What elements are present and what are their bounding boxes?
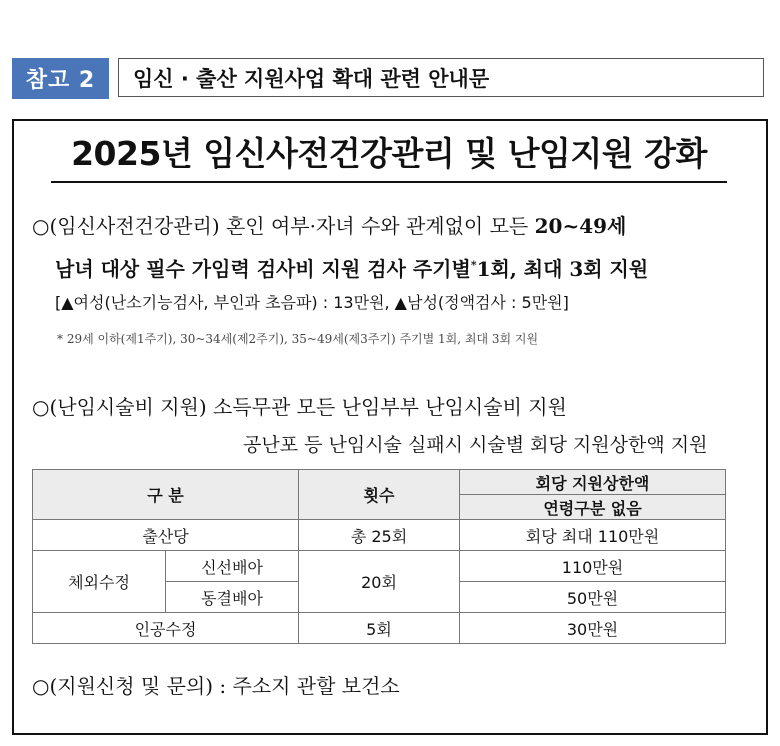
row-limit-iui: 30만원 [460, 613, 726, 644]
section1-line2: 남녀 대상 필수 가임력 검사비 지원 검사 주기별*1회, 최대 3회 지원 [55, 257, 649, 281]
section1-line1: ○(임신사전건강관리) 혼인 여부·자녀 수와 관계없이 모든 20~49세 [32, 214, 627, 238]
table-row [33, 520, 726, 551]
row-count-birth: 총 25회 [299, 520, 460, 551]
row-label-iui: 인공수정 [33, 613, 299, 644]
row-label-birth: 출산당 [33, 520, 299, 551]
row-limit-birth: 회당 최대 110만원 [460, 520, 726, 551]
row-count-ivf: 20회 [299, 551, 460, 613]
row-sublabel-fresh: 신선배아 [166, 551, 299, 582]
table-row [33, 551, 726, 582]
header-count: 횟수 [299, 470, 460, 520]
row-sublabel-frozen: 동결배아 [166, 582, 299, 613]
table-row [33, 613, 726, 644]
header-limit: 회당 지원상한액 [460, 470, 726, 495]
header-limit-sub: 연령구분 없음 [460, 495, 726, 520]
section3-line1: ○(지원신청 및 문의) : 주소지 관할 보건소 [32, 674, 400, 698]
row-limit-frozen: 50만원 [460, 582, 726, 613]
row-count-iui: 5회 [299, 613, 460, 644]
support-table [32, 469, 726, 644]
reference-title: 임신 · 출산 지원사업 확대 관련 안내문 [118, 58, 764, 97]
main-title: 2025년 임신사전건강관리 및 난임지원 강화 [51, 128, 727, 183]
table-header-row [33, 470, 726, 495]
section2-line1: ○(난임시술비 지원) 소득무관 모든 난임부부 난임시술비 지원 [32, 395, 567, 419]
row-label-ivf: 체외수정 [33, 551, 166, 613]
section1-footnote: * 29세 이하(제1주기), 30~34세(제2주기), 35~49세(제3주기) 주기별 1회, 최대 3회 지원 [57, 332, 539, 346]
row-limit-fresh: 110만원 [460, 551, 726, 582]
section1-exam-fees: [▲여성(난소기능검사, 부인과 초음파) : 13만원, ▲남성(정액검사 : 5만원] [55, 293, 569, 312]
section2-line2: 공난포 등 난임시술 실패시 시술별 회당 지원상한액 지원 [243, 434, 708, 456]
header-category: 구 분 [33, 470, 299, 520]
reference-badge: 참고 2 [12, 58, 109, 99]
